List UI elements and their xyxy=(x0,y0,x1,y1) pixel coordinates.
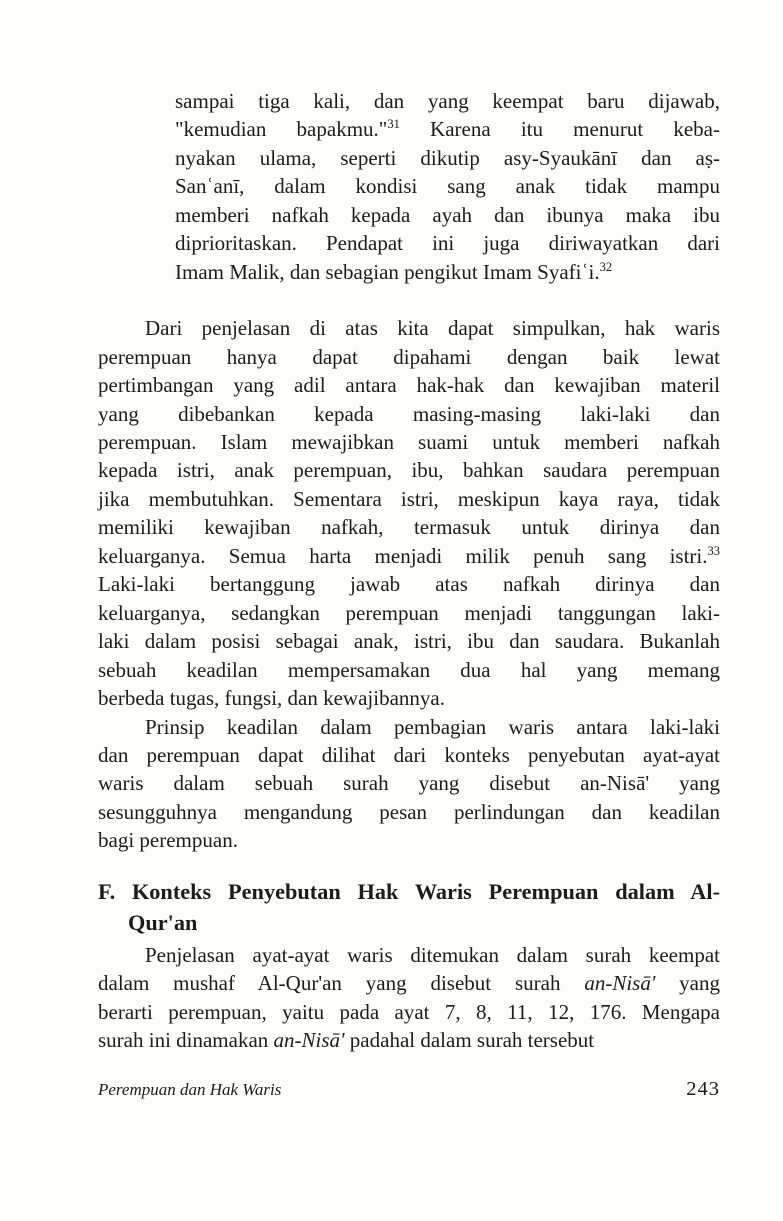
italic-term: an-Nisā' xyxy=(584,971,656,996)
conclusion-paragraph xyxy=(98,314,720,712)
surah-paragraph xyxy=(98,941,720,1055)
text-line xyxy=(98,513,720,541)
footnote-reference: 31 xyxy=(387,117,400,132)
text-segment: kepada istri, anak perempuan, ibu, bahkan saudara perempuan xyxy=(98,458,720,483)
page-number: 243 xyxy=(686,1078,720,1100)
text-line xyxy=(175,229,720,257)
text-segment: diprioritaskan. Pendapat ini juga diriwayatkan dari xyxy=(175,231,720,256)
text-segment: sebuah keadilan mempersamakan dua hal yang memang xyxy=(98,657,720,682)
text-segment: laki dalam posisi sebagai anak, istri, ibu dan saudara. Bukanlah xyxy=(98,629,720,654)
text-line xyxy=(98,456,720,484)
text-segment: keluarganya. Semua harta menjadi milik penuh sang istri. xyxy=(98,543,708,568)
text-line xyxy=(98,1026,720,1054)
text-segment: padahal dalam surah tersebut xyxy=(344,1028,595,1053)
text-line xyxy=(98,400,720,428)
text-line xyxy=(98,941,720,969)
italic-term: an-Nisā' xyxy=(273,1028,345,1053)
text-line xyxy=(98,343,720,371)
section-heading xyxy=(98,876,720,939)
text-line xyxy=(98,371,720,399)
text-segment: sampai tiga kali, dan yang keempat baru dijawab, xyxy=(175,89,720,113)
text-segment: pertimbangan yang adil antara hak-hak dan kewajiban materil xyxy=(98,373,720,398)
text-segment: memiliki kewajiban nafkah, termasuk untuk dirinya dan xyxy=(98,515,720,540)
text-segment: "kemudian bapakmu." xyxy=(175,117,388,142)
text-segment: surah ini dinamakan xyxy=(98,1028,274,1053)
text-line xyxy=(175,87,720,115)
text-line xyxy=(98,741,720,769)
text-line xyxy=(175,115,720,143)
text-segment: berarti perempuan, yaitu pada ayat 7, 8, 11, 12, 176. Mengapa xyxy=(98,999,720,1024)
text-segment: memberi nafkah kepada ayah dan ibunya maka ibu xyxy=(175,202,720,227)
text-line xyxy=(98,876,720,908)
text-segment: bagi perempuan. xyxy=(98,828,238,853)
text-segment: yang xyxy=(655,971,721,996)
quote-paragraph xyxy=(98,87,720,286)
text-segment: Imam Malik, dan sebagian pengikut Imam Syafiʿi. xyxy=(175,259,600,284)
text-line xyxy=(98,485,720,513)
text-segment: Karena itu menurut keba- xyxy=(399,117,720,142)
text-line xyxy=(98,713,720,741)
text-segment: jika membutuhkan. Sementara istri, meskipun kaya raya, tidak xyxy=(98,486,720,511)
text-segment: dalam mushaf Al-Qur'an yang disebut surah xyxy=(98,971,585,996)
text-line xyxy=(98,599,720,627)
page-body xyxy=(98,87,720,1055)
text-segment: perempuan. Islam mewajibkan suami untuk memberi nafkah xyxy=(98,429,720,454)
text-line xyxy=(98,656,720,684)
footnote-reference: 33 xyxy=(707,543,720,558)
text-segment: Sanʿanī, dalam kondisi sang anak tidak mampu xyxy=(175,174,720,199)
text-line xyxy=(98,998,720,1026)
page-footer xyxy=(98,1078,720,1101)
text-segment: Penjelasan ayat-ayat waris ditemukan dalam surah keempat xyxy=(145,942,720,967)
text-segment: Qur'an xyxy=(128,910,198,936)
text-line xyxy=(98,627,720,655)
text-segment: perempuan hanya dapat dipahami dengan baik lewat xyxy=(98,344,720,369)
text-line xyxy=(98,907,720,939)
principle-paragraph xyxy=(98,713,720,855)
text-line xyxy=(98,570,720,598)
text-segment: yang dibebankan kepada masing-masing laki-laki dan xyxy=(98,401,720,426)
text-line xyxy=(175,144,720,172)
running-title: Perempuan dan Hak Waris xyxy=(98,1080,282,1099)
text-line xyxy=(98,542,720,570)
text-segment: nyakan ulama, seperti dikutip asy-Syaukānī dan aṣ- xyxy=(175,145,720,170)
text-line xyxy=(98,769,720,797)
text-segment: sesungguhnya mengandung pesan perlindungan dan keadilan xyxy=(98,799,720,824)
text-line xyxy=(175,172,720,200)
text-segment: keluarganya, sedangkan perempuan menjadi tanggungan laki- xyxy=(98,600,720,625)
footnote-reference: 32 xyxy=(599,259,613,274)
text-line xyxy=(175,258,720,286)
text-segment: F. Konteks Penyebutan Hak Waris Perempuan dalam Al- xyxy=(98,878,720,904)
text-segment: waris dalam sebuah surah yang disebut an-Nisā' yang xyxy=(98,771,720,796)
text-line xyxy=(98,826,720,854)
text-segment: dan perempuan dapat dilihat dari konteks penyebutan ayat-ayat xyxy=(98,742,720,767)
text-line xyxy=(98,314,720,342)
text-line xyxy=(98,428,720,456)
text-line xyxy=(98,684,720,712)
text-segment: Dari penjelasan di atas kita dapat simpulkan, hak waris xyxy=(145,316,720,341)
text-segment: berbeda tugas, fungsi, dan kewajibannya. xyxy=(98,686,445,711)
text-line xyxy=(98,798,720,826)
text-line xyxy=(175,201,720,229)
text-line xyxy=(98,969,720,997)
text-segment: Laki-laki bertanggung jawab atas nafkah dirinya dan xyxy=(98,572,720,597)
text-segment: Prinsip keadilan dalam pembagian waris antara laki-laki xyxy=(145,714,720,739)
